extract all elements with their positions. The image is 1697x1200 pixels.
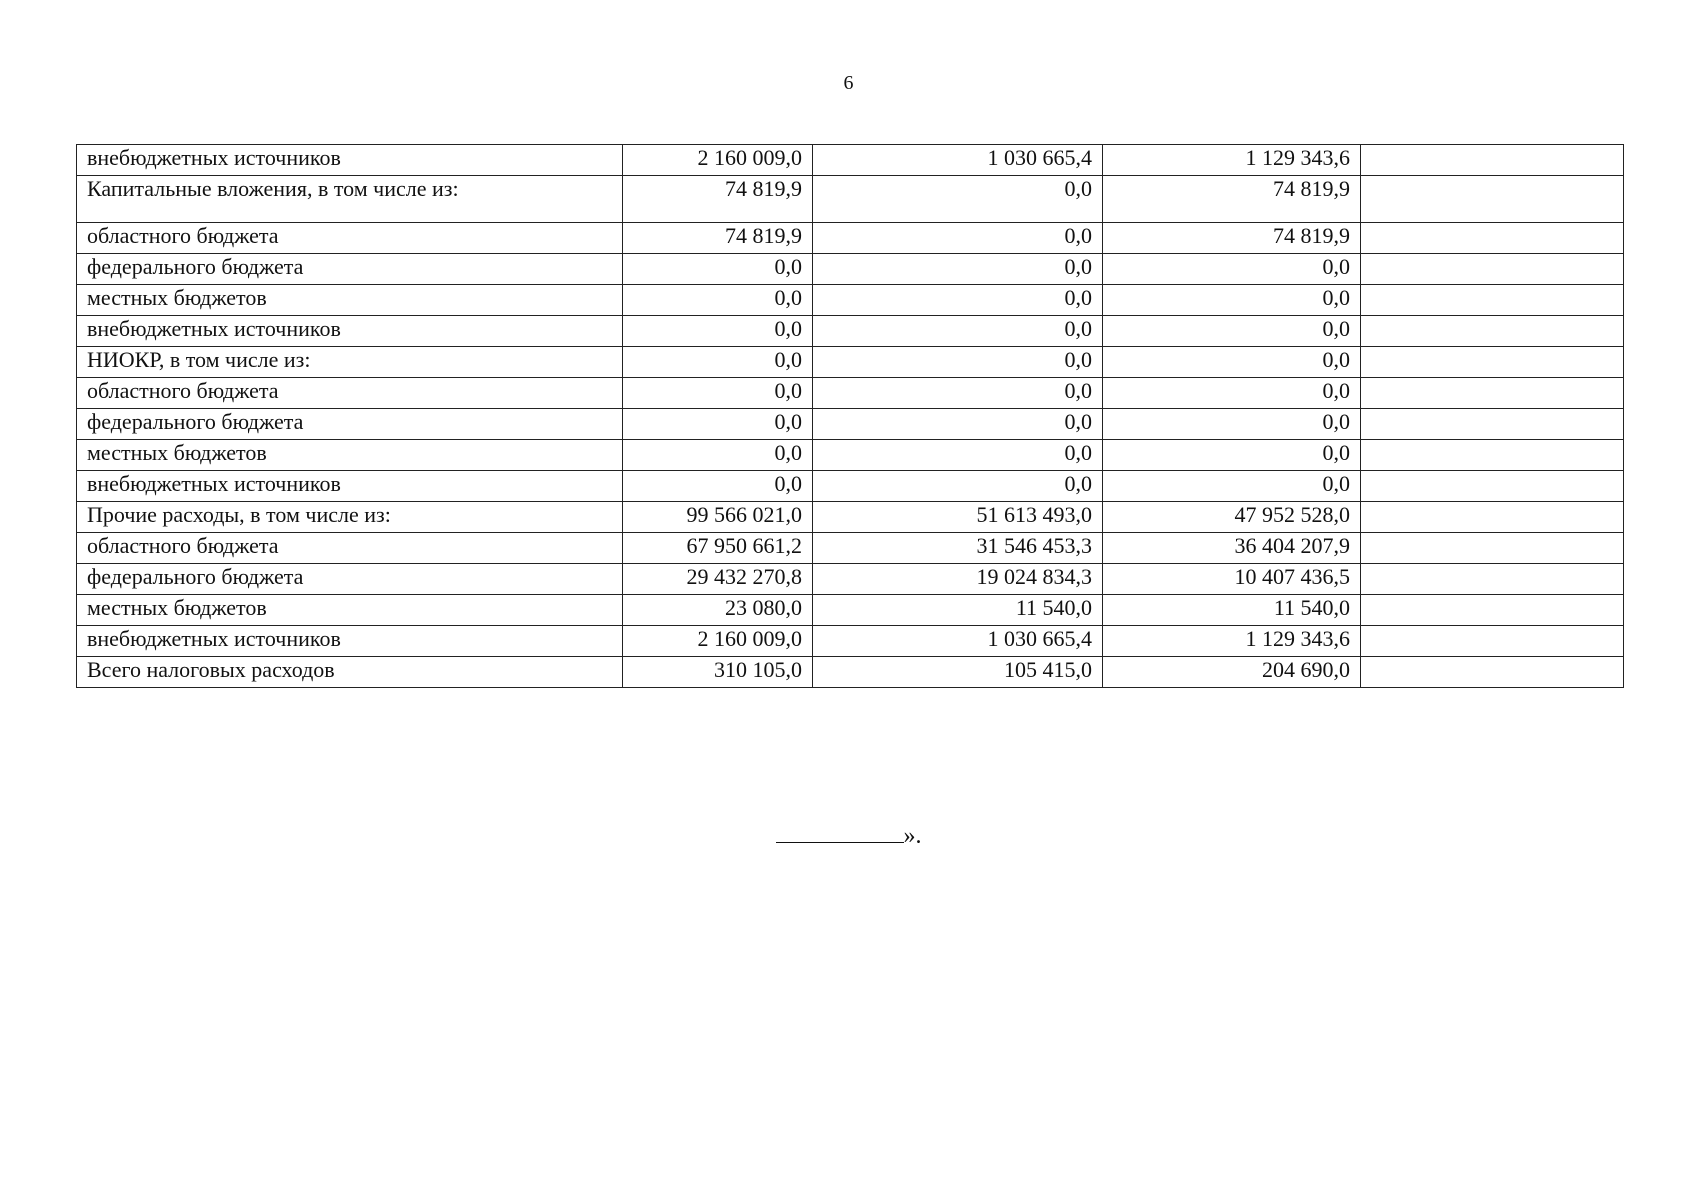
budget-table: [76, 144, 1624, 688]
year1-cell: 1 030 665,4: [813, 145, 1103, 176]
closing-mark: [0, 820, 1697, 850]
year2-cell: 0,0: [1103, 440, 1361, 471]
row-label-cell: федерального бюджета: [77, 409, 623, 440]
table-row: [77, 409, 1624, 440]
table-row: [77, 502, 1624, 533]
table-row: [77, 176, 1624, 223]
total-cell: 2 160 009,0: [623, 626, 813, 657]
table-row: [77, 145, 1624, 176]
table-row: [77, 657, 1624, 688]
table-row: [77, 440, 1624, 471]
table-row: [77, 533, 1624, 564]
note-cell: [1361, 564, 1624, 595]
row-label-cell: внебюджетных источников: [77, 316, 623, 347]
table-row: [77, 564, 1624, 595]
total-cell: 2 160 009,0: [623, 145, 813, 176]
year1-cell: 51 613 493,0: [813, 502, 1103, 533]
year1-cell: 19 024 834,3: [813, 564, 1103, 595]
year2-cell: 0,0: [1103, 471, 1361, 502]
row-label-cell: внебюджетных источников: [77, 145, 623, 176]
year2-cell: 74 819,9: [1103, 176, 1361, 223]
note-cell: [1361, 285, 1624, 316]
note-cell: [1361, 145, 1624, 176]
total-cell: 310 105,0: [623, 657, 813, 688]
row-label-cell: внебюджетных источников: [77, 626, 623, 657]
year2-cell: 1 129 343,6: [1103, 145, 1361, 176]
total-cell: 99 566 021,0: [623, 502, 813, 533]
row-label-cell: Прочие расходы, в том числе из:: [77, 502, 623, 533]
table-row: [77, 285, 1624, 316]
table-row: [77, 254, 1624, 285]
note-cell: [1361, 657, 1624, 688]
total-cell: 0,0: [623, 285, 813, 316]
year2-cell: 0,0: [1103, 254, 1361, 285]
year2-cell: 0,0: [1103, 316, 1361, 347]
year2-cell: 1 129 343,6: [1103, 626, 1361, 657]
year1-cell: 1 030 665,4: [813, 626, 1103, 657]
table-row: [77, 316, 1624, 347]
note-cell: [1361, 502, 1624, 533]
year2-cell: 36 404 207,9: [1103, 533, 1361, 564]
row-label-cell: местных бюджетов: [77, 440, 623, 471]
year1-cell: 0,0: [813, 223, 1103, 254]
total-cell: 67 950 661,2: [623, 533, 813, 564]
year1-cell: 11 540,0: [813, 595, 1103, 626]
total-cell: 0,0: [623, 440, 813, 471]
row-label-cell: областного бюджета: [77, 378, 623, 409]
year1-cell: 0,0: [813, 409, 1103, 440]
total-cell: 0,0: [623, 254, 813, 285]
year2-cell: 11 540,0: [1103, 595, 1361, 626]
year1-cell: 0,0: [813, 316, 1103, 347]
row-label-cell: местных бюджетов: [77, 285, 623, 316]
table-row: [77, 626, 1624, 657]
row-label-cell: федерального бюджета: [77, 564, 623, 595]
year2-cell: 0,0: [1103, 409, 1361, 440]
row-label-cell: областного бюджета: [77, 223, 623, 254]
note-cell: [1361, 533, 1624, 564]
note-cell: [1361, 471, 1624, 502]
signature-line: [776, 820, 904, 843]
note-cell: [1361, 440, 1624, 471]
note-cell: [1361, 347, 1624, 378]
table-row: [77, 595, 1624, 626]
year1-cell: 0,0: [813, 285, 1103, 316]
row-label-cell: федерального бюджета: [77, 254, 623, 285]
table-row: [77, 378, 1624, 409]
year2-cell: 74 819,9: [1103, 223, 1361, 254]
closing-quote: ».: [903, 823, 922, 849]
total-cell: 0,0: [623, 316, 813, 347]
year1-cell: 0,0: [813, 176, 1103, 223]
year2-cell: 0,0: [1103, 347, 1361, 378]
note-cell: [1361, 626, 1624, 657]
total-cell: 0,0: [623, 409, 813, 440]
total-cell: 0,0: [623, 347, 813, 378]
table-row: [77, 347, 1624, 378]
note-cell: [1361, 223, 1624, 254]
total-cell: 74 819,9: [623, 223, 813, 254]
year1-cell: 0,0: [813, 347, 1103, 378]
total-cell: 29 432 270,8: [623, 564, 813, 595]
row-label-cell: областного бюджета: [77, 533, 623, 564]
table-row: [77, 223, 1624, 254]
row-label-cell: НИОКР, в том числе из:: [77, 347, 623, 378]
note-cell: [1361, 316, 1624, 347]
note-cell: [1361, 409, 1624, 440]
year2-cell: 47 952 528,0: [1103, 502, 1361, 533]
year2-cell: 10 407 436,5: [1103, 564, 1361, 595]
note-cell: [1361, 595, 1624, 626]
total-cell: 0,0: [623, 471, 813, 502]
row-label-cell: Всего налоговых расходов: [77, 657, 623, 688]
total-cell: 0,0: [623, 378, 813, 409]
table-row: [77, 471, 1624, 502]
page-number: 6: [843, 72, 854, 94]
year2-cell: 0,0: [1103, 285, 1361, 316]
year1-cell: 105 415,0: [813, 657, 1103, 688]
row-label-cell: местных бюджетов: [77, 595, 623, 626]
total-cell: 74 819,9: [623, 176, 813, 223]
year1-cell: 0,0: [813, 471, 1103, 502]
note-cell: [1361, 254, 1624, 285]
year2-cell: 0,0: [1103, 378, 1361, 409]
year1-cell: 0,0: [813, 378, 1103, 409]
year1-cell: 0,0: [813, 440, 1103, 471]
year2-cell: 204 690,0: [1103, 657, 1361, 688]
note-cell: [1361, 378, 1624, 409]
total-cell: 23 080,0: [623, 595, 813, 626]
year1-cell: 0,0: [813, 254, 1103, 285]
row-label-cell: внебюджетных источников: [77, 471, 623, 502]
year1-cell: 31 546 453,3: [813, 533, 1103, 564]
note-cell: [1361, 176, 1624, 223]
row-label-cell: Капитальные вложения, в том числе из:: [77, 176, 623, 223]
